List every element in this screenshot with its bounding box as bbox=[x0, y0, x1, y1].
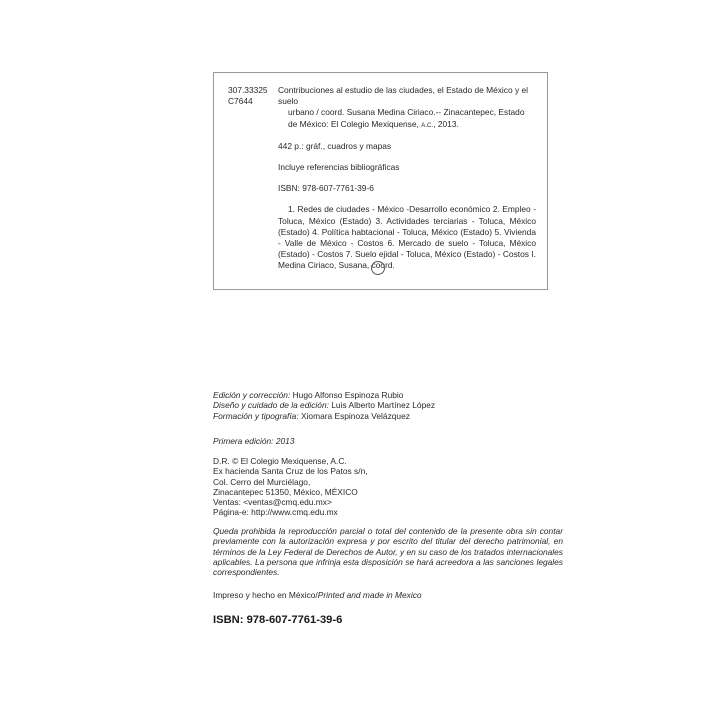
publisher-website[interactable]: Página-e: http://www.cmq.edu.mx bbox=[213, 507, 338, 518]
isbn-bottom: ISBN: 978-607-7761-39-6 bbox=[213, 614, 343, 626]
catalog-isbn: ISBN: 978-607-7761-39-6 bbox=[278, 183, 374, 194]
call-number-class: 307.33325 bbox=[228, 85, 268, 95]
card-hole-icon bbox=[371, 261, 385, 275]
publisher-email[interactable]: Ventas: <ventas@cmq.edu.mx> bbox=[213, 497, 332, 508]
legal-notice: Queda prohibida la reproducción parcial o total del contenido de la presente obra sin contar previamente con la autorización expresa y por escrito del titular del derecho patrimonial, en términos de la Ley Federal de Derechos de Autor, y en su caso de los tratados internacionales aplicables. La persona que infrinja esta disposición se hará acreedora a las sanciones legales correspondientes. bbox=[213, 526, 563, 578]
credit-role: Edición y corrección: bbox=[213, 390, 291, 400]
publisher-line: Col. Cerro del Murciélago, bbox=[213, 476, 311, 487]
publisher-info bbox=[213, 456, 573, 518]
catalog-title-line-2: urbano / coord. Susana Medina Ciriaco.-- Zinacantepec, Estado bbox=[288, 107, 525, 118]
catalog-body bbox=[278, 85, 536, 272]
catalog-notes: Incluye referencias bibliográficas bbox=[278, 162, 400, 173]
credit-person: Xiomara Espinoza Velázquez bbox=[298, 410, 410, 421]
catalog-subjects: 1. Redes de ciudades - México -Desarrollo económico 2. Empleo - Toluca, México (Estado) 3. Actividades terciarias - Toluca, México (Estado) 4. Política habtacional - Toluca, México (Estado) 5. Vivienda - Valle de México - Costos 6. Mercado de suelo - Toluca, México (Estado) - Costos 7. Suelo ejidal - Toluca, México (Estado) - Costos I. Medina Ciriaco, Susana, coord. bbox=[278, 204, 536, 271]
credit-role: Diseño y cuidado de la edición: bbox=[213, 400, 329, 411]
credit-person: Luis Alberto Martínez López bbox=[328, 400, 436, 411]
publisher-line: Zinacantepec 51350, México, MÉXICO bbox=[213, 486, 358, 497]
publisher-line: Ex hacienda Santa Cruz de los Patos s/n, bbox=[213, 466, 368, 477]
catalog-title-line-1: Contribuciones al estudio de las ciudades, el Estado de México y el suelo bbox=[278, 85, 528, 107]
catalog-publisher-ac: A.C. bbox=[421, 121, 434, 129]
credit-typesetting bbox=[213, 411, 573, 421]
call-number-cutter: C7644 bbox=[228, 96, 253, 107]
publisher-line: D.R. © El Colegio Mexiquense, A.C. bbox=[213, 456, 347, 466]
catalog-card bbox=[213, 72, 548, 290]
edition: Primera edición: 2013 bbox=[213, 436, 295, 446]
credit-design bbox=[213, 400, 573, 410]
catalog-publisher-text: de México: El Colegio Mexiquense, bbox=[288, 118, 422, 129]
credit-person: Hugo Alfonso Espinoza Rubio bbox=[290, 390, 404, 400]
credit-editing bbox=[213, 390, 573, 400]
printed-in bbox=[213, 590, 573, 600]
credit-role: Formación y tipografía: bbox=[213, 410, 299, 421]
catalog-title-line-3 bbox=[278, 119, 536, 131]
catalog-year: , 2013. bbox=[433, 118, 459, 129]
printed-in-es: Impreso y hecho en México/ bbox=[213, 590, 318, 600]
credits bbox=[213, 390, 573, 421]
catalog-physical: 442 p.: gráf., cuadros y mapas bbox=[278, 140, 392, 151]
printed-in-en: Printed and made in Mexico bbox=[317, 590, 422, 600]
call-number bbox=[228, 85, 282, 107]
